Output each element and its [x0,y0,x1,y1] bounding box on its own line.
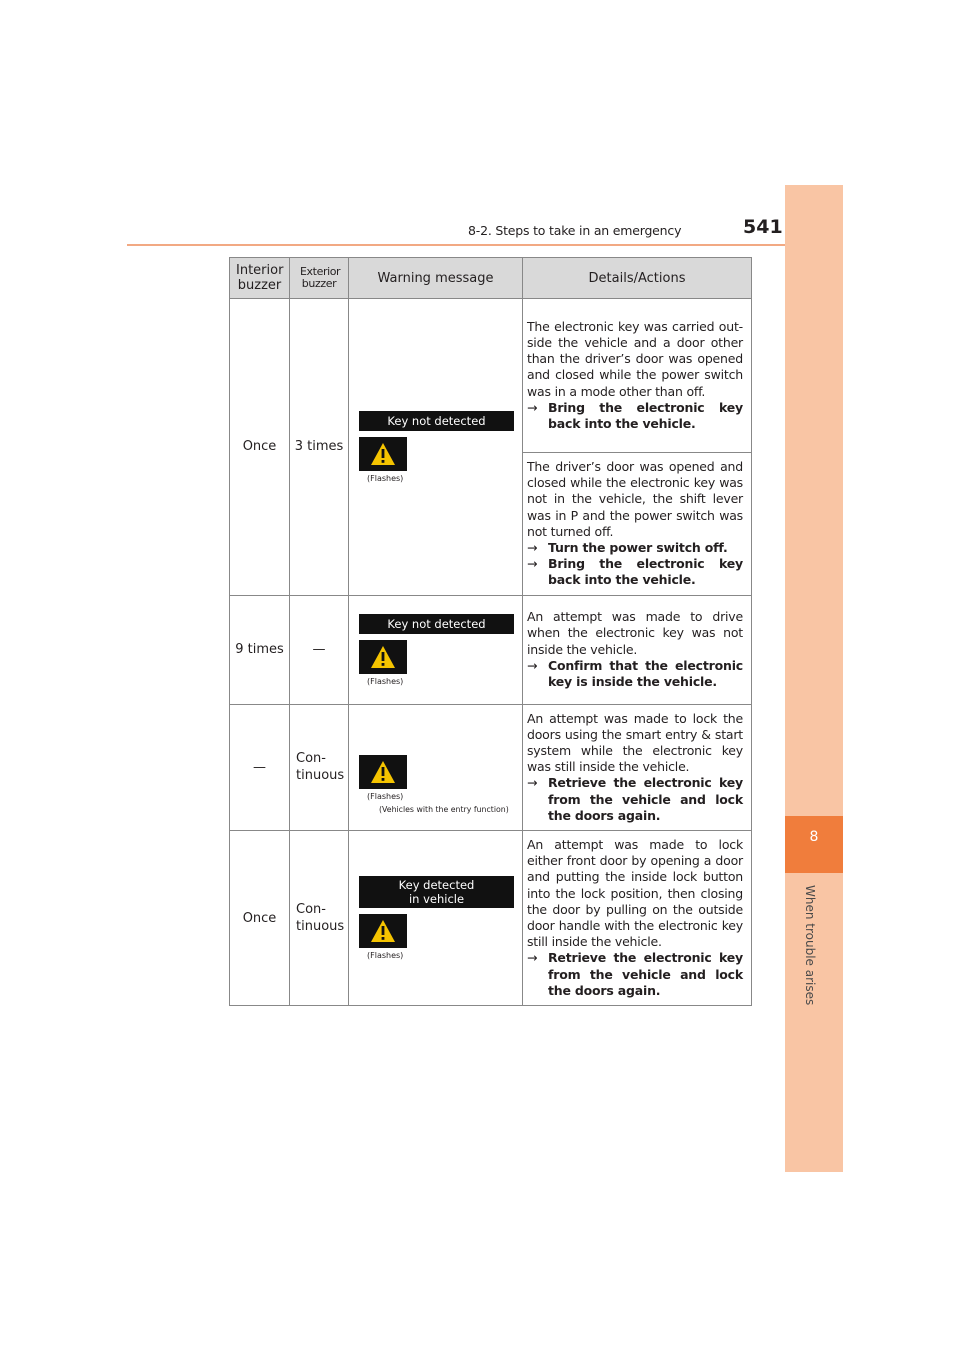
header-details-actions: Details/Actions [523,258,752,299]
action-item [527,658,743,690]
interior-buzzer-cell: Once [230,299,290,596]
arrow-icon: → [527,657,538,673]
details-text: An attempt was made to lock either front door by opening a door and putting the inside lock button into the lock position, then closing the door by pulling on the outside door handle with the electronic key still inside the vehicle. [527,837,743,950]
message-text: Key detected in vehicle [398,878,475,907]
arrow-icon: → [527,540,538,556]
details-text: The electronic key was carried out-side the vehicle and a door other than the driver’s door was opened and closed while the power switch was in a mode other than off. [527,318,743,399]
flashes-label: (Flashes) [367,473,404,483]
chapter-number: 8 [785,816,843,873]
action-text: Turn the power switch off. [548,540,728,556]
warning-message-figure [359,411,514,483]
section-title: 8-2. Steps to take in an emergency [468,223,682,238]
message-display: Key not detected [359,411,514,431]
action-item [527,775,743,824]
arrow-icon: → [527,399,538,415]
warning-message-cell [349,595,523,704]
interior-buzzer-cell: Once [230,831,290,1006]
action-text: Confirm that the electronic key is inside the vehicle. [548,657,743,689]
header-rule [127,244,843,246]
details-text: An attempt was made to drive when the electronic key was not inside the vehicle. [527,609,743,657]
arrow-icon: → [527,775,538,791]
warning-triangle-icon [359,914,407,948]
message-display [359,876,514,908]
warning-table [229,257,752,1006]
warning-message-figure [359,876,514,960]
interior-buzzer-cell: — [230,704,290,830]
arrow-icon: → [527,950,538,966]
details-cell [523,704,752,830]
action-item [527,540,743,556]
header-interior-buzzer: Interior buzzer [230,258,290,299]
exterior-buzzer-cell: Con-tinuous [290,704,349,830]
flashes-label: (Flashes) [367,791,404,801]
header-warning-message: Warning message [349,258,523,299]
action-item [527,950,743,999]
header-exterior-buzzer: Exterior buzzer [290,258,349,299]
table-row [230,704,752,830]
action-text: Retrieve the electronic key from the vehicle and lock the doors again. [548,775,743,823]
exterior-buzzer-cell: 3 times [290,299,349,596]
action-item [527,556,743,588]
warning-triangle-icon [359,437,407,471]
warning-triangle-icon [359,755,407,789]
details-cell [523,299,752,453]
details-text: An attempt was made to lock the doors using the smart entry & start system while the electronic key was still inside the vehicle. [527,710,743,775]
exterior-buzzer-cell: Con-tinuous [290,831,349,1006]
action-item [527,400,743,432]
details-cell [523,453,752,596]
message-display [387,721,487,749]
table-row [230,299,752,453]
chapter-title: When trouble arises [803,885,817,1006]
page-number: 541 [743,216,783,238]
message-text: Key detected in vehicle [391,720,482,749]
entry-function-note: (Vehicles with the entry function) [379,804,509,814]
warning-message-cell [349,704,523,830]
action-text: Retrieve the electronic key from the vehicle and lock the doors again. [548,950,743,998]
details-cell [523,831,752,1006]
details-text: The driver’s door was opened and closed while the electronic key was not in the vehicle, the shift lever was in P and the power switch was not turned off. [527,459,743,539]
table-row [230,595,752,704]
warning-message-cell [349,299,523,596]
flashes-label: (Flashes) [367,676,404,686]
message-display: Key not detected [359,614,514,634]
table-header-row [230,258,752,299]
action-text: Bring the electronic key back into the vehicle. [548,556,743,588]
details-cell [523,595,752,704]
warning-message-cell [349,831,523,1006]
table-row [230,831,752,1006]
action-text: Bring the electronic key back into the vehicle. [548,399,743,431]
chapter-side-tab [785,185,843,1172]
interior-buzzer-cell: 9 times [230,595,290,704]
arrow-icon: → [527,556,538,572]
warning-triangle-icon [359,640,407,674]
warning-message-figure [359,721,514,814]
flashes-label: (Flashes) [367,951,404,961]
exterior-buzzer-cell: — [290,595,349,704]
warning-message-figure [359,614,514,686]
